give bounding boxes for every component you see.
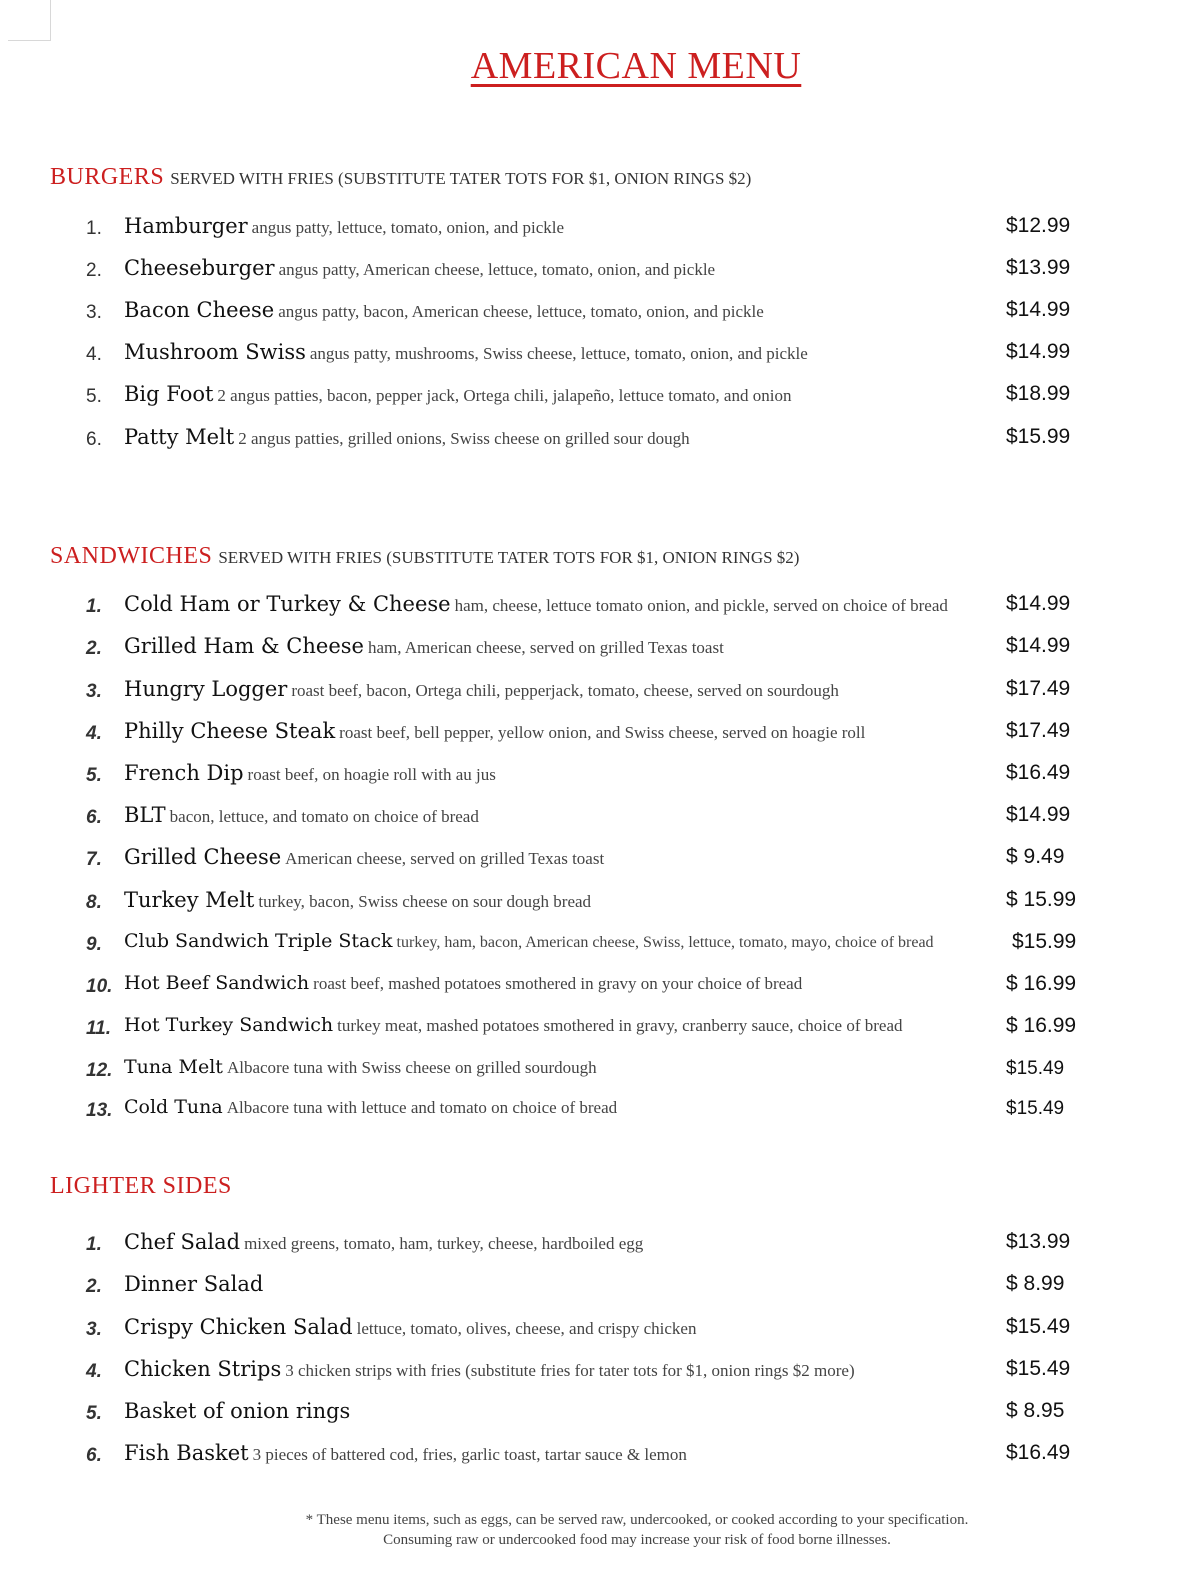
- item-price: $15.99: [1006, 425, 1071, 448]
- item-number: 1.: [86, 1234, 102, 1255]
- item-name: Cold Ham or Turkey & Cheese: [124, 592, 451, 616]
- item-name: Mushroom Swiss: [124, 340, 306, 364]
- page-corner-mark: [8, 0, 51, 41]
- item-name: Chicken Strips: [124, 1357, 282, 1381]
- item-number: 5.: [86, 1403, 102, 1424]
- item-price: $ 9.49: [1006, 845, 1065, 868]
- item-description: mixed greens, tomato, ham, turkey, cheese, hardboiled egg: [244, 1234, 644, 1253]
- menu-item: [86, 803, 1090, 833]
- item-name: Turkey Melt: [124, 888, 255, 912]
- item-name: Bacon Cheese: [124, 298, 275, 322]
- item-number: 7.: [86, 849, 102, 870]
- item-description: 2 angus patties, bacon, pepper jack, Ortega chili, jalapeño, lettuce tomato, and onion: [217, 386, 792, 405]
- item-number: 1.: [86, 218, 102, 239]
- item-description: Albacore tuna with lettuce and tomato on choice of bread: [226, 1098, 618, 1117]
- item-name: Patty Melt: [124, 425, 235, 449]
- menu-item: [86, 425, 1090, 455]
- item-price: $15.49: [1006, 1357, 1071, 1380]
- menu-item: [86, 634, 1090, 664]
- item-number: 13.: [86, 1100, 113, 1121]
- item-name: Hamburger: [124, 214, 248, 238]
- burgers-header: [50, 164, 751, 191]
- item-price: $14.99: [1006, 634, 1071, 657]
- item-name: Big Foot: [124, 382, 214, 406]
- item-description: turkey, ham, bacon, American cheese, Swiss, lettuce, tomato, mayo, choice of bread: [396, 934, 934, 951]
- item-number: 3.: [86, 302, 102, 323]
- item-name: Cold Tuna: [124, 1096, 223, 1118]
- item-name: Cheeseburger: [124, 256, 275, 280]
- menu-item: [86, 677, 1090, 707]
- item-name: Hot Beef Sandwich: [124, 972, 310, 994]
- item-name: Grilled Ham & Cheese: [124, 634, 364, 658]
- item-number: 5.: [86, 386, 102, 407]
- item-price: $15.49: [1006, 1058, 1065, 1079]
- menu-item: [86, 972, 1090, 1002]
- item-price: $ 16.99: [1006, 972, 1077, 995]
- item-price: $ 8.95: [1006, 1399, 1065, 1422]
- item-description: lettuce, tomato, olives, cheese, and crispy chicken: [356, 1319, 697, 1338]
- menu-item: [86, 298, 1090, 328]
- section-title: BURGERS: [50, 164, 165, 190]
- menu-item: [86, 761, 1090, 791]
- item-description: bacon, lettuce, and tomato on choice of bread: [169, 807, 479, 826]
- section-title: SANDWICHES: [50, 543, 213, 569]
- item-price: $17.49: [1006, 719, 1071, 742]
- item-number: 2.: [86, 260, 102, 281]
- item-name: Basket of onion rings: [124, 1399, 351, 1423]
- item-price: $15.99: [1012, 930, 1077, 953]
- menu-item: [86, 592, 1090, 622]
- food-safety-footnote: [0, 1510, 1200, 1550]
- item-description: angus patty, bacon, American cheese, lettuce, tomato, onion, and pickle: [278, 302, 764, 321]
- item-number: 11.: [86, 1018, 112, 1039]
- footnote-line: * These menu items, such as eggs, can be served raw, undercooked, or cooked according to your specification.: [305, 1512, 969, 1528]
- item-name: Hungry Logger: [124, 677, 288, 701]
- menu-item: [86, 1014, 1090, 1044]
- menu-item: [86, 719, 1090, 749]
- item-name: Grilled Cheese: [124, 845, 282, 869]
- section-title: LIGHTER SIDES: [50, 1173, 232, 1199]
- menu-item: [86, 1272, 1090, 1302]
- item-name: Tuna Melt: [124, 1056, 223, 1078]
- item-number: 1.: [86, 596, 102, 617]
- item-description: American cheese, served on grilled Texas toast: [285, 849, 605, 868]
- menu-item: [86, 382, 1090, 412]
- section-note: SERVED WITH FRIES (SUBSTITUTE TATER TOTS FOR $1, ONION RINGS $2): [170, 169, 752, 188]
- item-name: Fish Basket: [124, 1441, 249, 1465]
- lighter-sides-header: [50, 1173, 232, 1200]
- item-number: 3.: [86, 681, 102, 702]
- item-price: $15.49: [1006, 1098, 1065, 1119]
- item-description: roast beef, bacon, Ortega chili, pepperjack, tomato, cheese, served on sourdough: [291, 681, 839, 700]
- item-description: angus patty, mushrooms, Swiss cheese, lettuce, tomato, onion, and pickle: [309, 344, 808, 363]
- item-description: ham, cheese, lettuce tomato onion, and pickle, served on choice of bread: [454, 596, 948, 615]
- item-price: $ 16.99: [1006, 1014, 1077, 1037]
- item-name: Crispy Chicken Salad: [124, 1315, 353, 1339]
- item-number: 2.: [86, 638, 102, 659]
- item-price: $ 15.99: [1006, 888, 1077, 911]
- item-number: 4.: [86, 1361, 102, 1382]
- item-price: $14.99: [1006, 340, 1071, 363]
- item-description: turkey meat, mashed potatoes smothered in gravy, cranberry sauce, choice of bread: [337, 1016, 903, 1035]
- item-name: Philly Cheese Steak: [124, 719, 336, 743]
- menu-item: [86, 214, 1090, 244]
- item-number: 6.: [86, 807, 102, 828]
- item-name: BLT: [124, 803, 166, 827]
- menu-item: [86, 1230, 1090, 1260]
- item-price: $18.99: [1006, 382, 1071, 405]
- item-description: roast beef, mashed potatoes smothered in gravy on your choice of bread: [313, 974, 803, 993]
- item-price: $14.99: [1006, 298, 1071, 321]
- item-number: 12.: [86, 1060, 113, 1081]
- item-number: 5.: [86, 765, 102, 786]
- item-number: 9.: [86, 934, 102, 955]
- item-description: 2 angus patties, grilled onions, Swiss cheese on grilled sour dough: [238, 429, 690, 448]
- item-number: 3.: [86, 1319, 102, 1340]
- sandwiches-header: [50, 543, 799, 570]
- item-name: Club Sandwich Triple Stack: [124, 930, 393, 952]
- item-description: ham, American cheese, served on grilled Texas toast: [367, 638, 724, 657]
- item-number: 2.: [86, 1276, 102, 1297]
- item-price: $16.49: [1006, 1441, 1071, 1464]
- item-price: $ 8.99: [1006, 1272, 1065, 1295]
- item-number: 4.: [86, 344, 102, 365]
- item-name: French Dip: [124, 761, 244, 785]
- menu-item: [86, 1315, 1090, 1345]
- item-price: $14.99: [1006, 803, 1071, 826]
- menu-item: [86, 1399, 1090, 1429]
- footnote-line: Consuming raw or undercooked food may increase your risk of food borne illnesses.: [383, 1532, 891, 1548]
- item-number: 10.: [86, 976, 113, 997]
- item-price: $13.99: [1006, 1230, 1071, 1253]
- item-description: angus patty, lettuce, tomato, onion, and pickle: [251, 218, 565, 237]
- item-price: $13.99: [1006, 256, 1071, 279]
- menu-item: [86, 930, 1090, 960]
- item-description: turkey, bacon, Swiss cheese on sour dough bread: [258, 892, 592, 911]
- item-description: angus patty, American cheese, lettuce, tomato, onion, and pickle: [278, 260, 716, 279]
- item-description: roast beef, bell pepper, yellow onion, and Swiss cheese, served on hoagie roll: [339, 723, 866, 742]
- item-price: $12.99: [1006, 214, 1071, 237]
- menu-item: [86, 256, 1090, 286]
- item-price: $15.49: [1006, 1315, 1071, 1338]
- item-name: Dinner Salad: [124, 1272, 264, 1296]
- item-description: 3 chicken strips with fries (substitute fries for tater tots for $1, onion rings $2 more): [285, 1361, 855, 1380]
- item-price: $14.99: [1006, 592, 1071, 615]
- section-note: SERVED WITH FRIES (SUBSTITUTE TATER TOTS FOR $1, ONION RINGS $2): [218, 548, 800, 567]
- item-description: 3 pieces of battered cod, fries, garlic toast, tartar sauce & lemon: [252, 1445, 687, 1464]
- item-name: Chef Salad: [124, 1230, 241, 1254]
- item-number: 4.: [86, 723, 102, 744]
- item-price: $17.49: [1006, 677, 1071, 700]
- menu-item: [86, 1096, 1090, 1126]
- item-number: 8.: [86, 892, 102, 913]
- item-price: $16.49: [1006, 761, 1071, 784]
- menu-title: AMERICAN MENU: [470, 45, 802, 87]
- item-name: Hot Turkey Sandwich: [124, 1014, 334, 1036]
- menu-item: [86, 1357, 1090, 1387]
- item-number: 6.: [86, 1445, 102, 1466]
- item-description: roast beef, on hoagie roll with au jus: [247, 765, 496, 784]
- menu-item: [86, 1056, 1090, 1086]
- item-number: 6.: [86, 429, 102, 450]
- menu-item: [86, 340, 1090, 370]
- menu-item: [86, 845, 1090, 875]
- menu-item: [86, 888, 1090, 918]
- menu-item: [86, 1441, 1090, 1471]
- item-description: Albacore tuna with Swiss cheese on grilled sourdough: [226, 1058, 597, 1077]
